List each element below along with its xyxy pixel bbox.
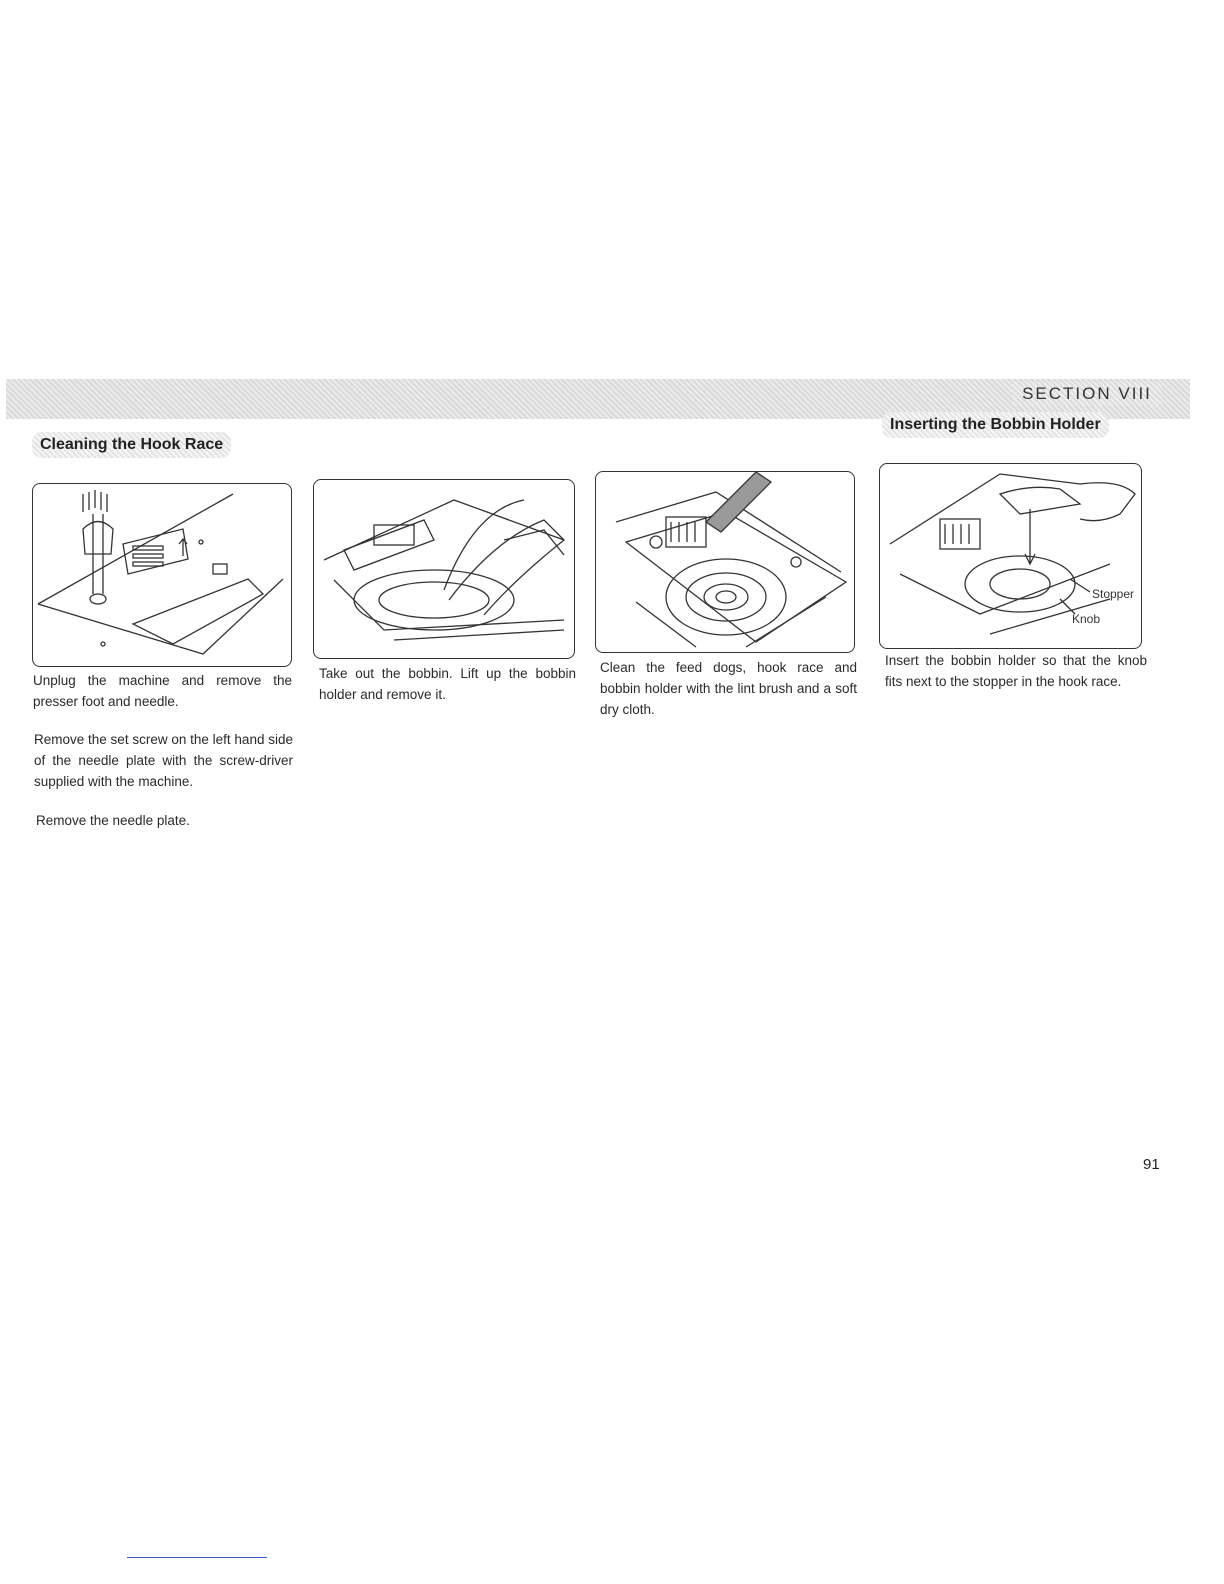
step4-paragraph: Insert the bobbin holder so that the knob fits next to the stopper in the hook race. (885, 653, 1147, 689)
needle-plate-drawing (33, 484, 291, 666)
illustration-insert-bobbin-holder (879, 463, 1142, 649)
section-label: SECTION VIII (1012, 382, 1162, 406)
step3-paragraph: Clean the feed dogs, hook race and bobbin holder with the lint brush and a soft dry cloth. (600, 660, 857, 717)
illustration-clean-hook-race (595, 471, 855, 653)
knob-label: Knob (1072, 612, 1101, 626)
illustration-remove-bobbin-holder (313, 479, 575, 659)
footnote-rule (127, 1557, 267, 1558)
bobbin-holder-drawing (314, 480, 574, 658)
heading-inserting-bobbin-holder: Inserting the Bobbin Holder (882, 412, 1109, 438)
heading-cleaning-hook-race: Cleaning the Hook Race (32, 432, 231, 458)
step1-paragraph-1: Unplug the machine and remove the presser foot and needle. (33, 673, 292, 709)
step1-paragraph-3: Remove the needle plate. (36, 813, 190, 828)
illustration-remove-needle-plate (32, 483, 292, 667)
step1-paragraph-2: Remove the set screw on the left hand side of the needle plate with the screw-driver supplied with the machine. (34, 732, 293, 789)
stopper-label: Stopper (1092, 587, 1135, 601)
page-number: 91 (1143, 1156, 1160, 1173)
bobbin-insert-drawing (880, 464, 1141, 648)
step2-paragraph: Take out the bobbin. Lift up the bobbin holder and remove it. (319, 666, 576, 702)
hook-race-drawing (596, 472, 854, 652)
